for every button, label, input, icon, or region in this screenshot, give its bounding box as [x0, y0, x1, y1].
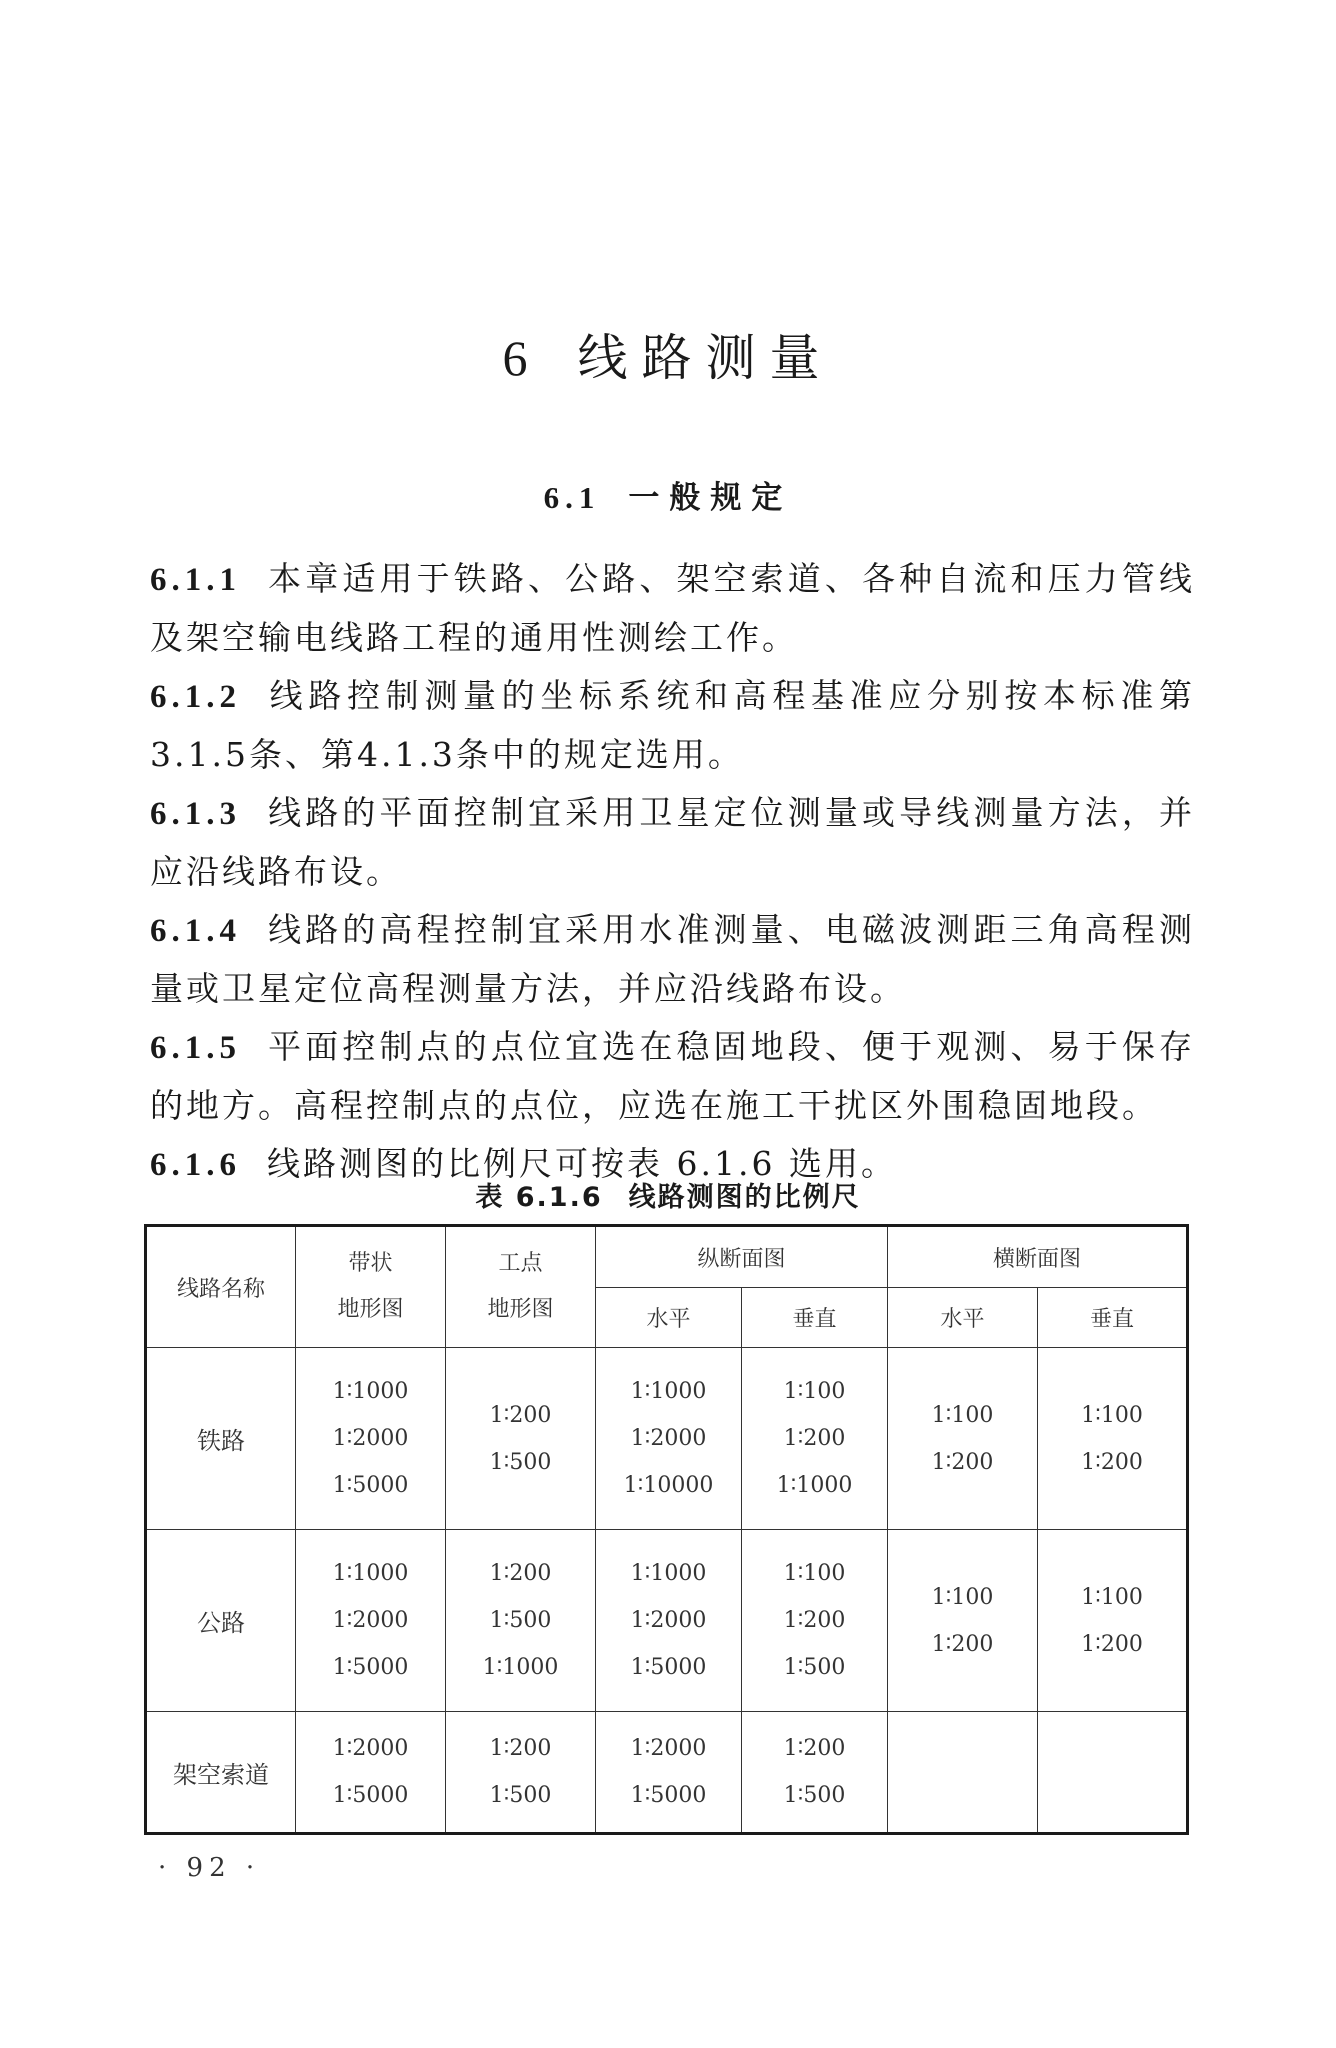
scale-value: 1∶200	[489, 1736, 552, 1761]
scale-value: 1∶200	[931, 1449, 994, 1475]
scale-value: 1∶200	[783, 1426, 846, 1451]
clause-number: 6.1.3	[150, 796, 241, 832]
header-cross-section: 横断面图	[888, 1226, 1188, 1288]
clause-text: 线路控制测量的坐标系统和高程基准应分别按本标准第3.1.5条、第4.1.3条中的规定选用。	[150, 676, 1195, 774]
scale-value: 1∶1000	[630, 1379, 707, 1404]
clause	[150, 550, 1195, 667]
chapter-title	[0, 318, 1336, 390]
cell-site	[446, 1348, 596, 1530]
clause	[150, 784, 1195, 901]
scale-value: 1∶1000	[482, 1655, 559, 1680]
clause-text: 本章适用于铁路、公路、架空索道、各种自流和压力管线及架空输电线路工程的通用性测绘工作。	[150, 559, 1195, 657]
scale-value: 1∶200	[783, 1608, 846, 1633]
header-strip-map-line1: 带状	[348, 1251, 393, 1276]
header-line-name: 线路名称	[146, 1226, 296, 1348]
chapter-number: 6	[502, 330, 542, 386]
scale-value: 1∶5000	[630, 1655, 707, 1680]
scale-table	[144, 1224, 1189, 1835]
header-strip-map-line2: 地形图	[337, 1297, 404, 1322]
clause	[150, 901, 1195, 1018]
row-name: 公路	[146, 1530, 296, 1712]
cell-strip	[296, 1712, 446, 1834]
clause-number: 6.1.5	[150, 1030, 241, 1066]
clause-text: 平面控制点的点位宜选在稳固地段、便于观测、易于保存的地方。高程控制点的点位，应选在施工干扰区外围稳固地段。	[150, 1027, 1195, 1125]
scale-value: 1∶1000	[776, 1473, 853, 1498]
header-profile: 纵断面图	[596, 1226, 888, 1288]
scale-value: 1∶1000	[630, 1561, 707, 1586]
cell-profile-horizontal	[596, 1348, 742, 1530]
scale-value: 1∶100	[783, 1561, 846, 1586]
scale-value: 1∶1000	[332, 1561, 409, 1586]
clause-text: 线路测图的比例尺可按表 6.1.6 选用。	[267, 1144, 897, 1183]
scale-value: 1∶100	[783, 1379, 846, 1404]
clause-text: 线路的高程控制宜采用水准测量、电磁波测距三角高程测量或卫星定位高程测量方法，并应沿线路布设。	[150, 910, 1195, 1008]
cell-cross-vertical	[1038, 1348, 1188, 1530]
clause-list	[150, 550, 1195, 1194]
header-strip-map	[296, 1226, 446, 1348]
cell-site	[446, 1530, 596, 1712]
scale-value: 1∶200	[1081, 1631, 1143, 1657]
cell-cross-horizontal	[888, 1530, 1038, 1712]
table-caption-title: 线路测图的比例尺	[628, 1182, 861, 1213]
scale-value: 1∶500	[783, 1783, 846, 1808]
scale-value: 1∶2000	[630, 1426, 707, 1451]
table-header-row	[146, 1226, 1188, 1288]
clause-text: 线路的平面控制宜采用卫星定位测量或导线测量方法，并应沿线路布设。	[150, 793, 1195, 891]
scale-value: 1∶100	[931, 1402, 994, 1428]
scale-value: 1∶2000	[332, 1736, 409, 1761]
scale-value: 1∶200	[931, 1631, 994, 1657]
scale-value: 1∶5000	[332, 1783, 409, 1808]
cell-profile-horizontal	[596, 1712, 742, 1834]
scale-value: 1∶2000	[332, 1608, 409, 1633]
cell-cross-horizontal-empty	[888, 1712, 1038, 1834]
cell-cross-vertical-empty	[1038, 1712, 1188, 1834]
clause	[150, 1018, 1195, 1135]
scale-value: 1∶5000	[332, 1473, 409, 1498]
scale-value: 1∶500	[783, 1655, 846, 1680]
table-row	[146, 1348, 1188, 1530]
scale-value: 1∶10000	[623, 1473, 714, 1498]
page-number: · 92 ·	[158, 1853, 261, 1883]
cell-cross-horizontal	[888, 1348, 1038, 1530]
scale-value: 1∶200	[489, 1402, 552, 1428]
section-number: 6.1	[543, 480, 601, 515]
scale-value: 1∶100	[1081, 1584, 1143, 1610]
cell-site	[446, 1712, 596, 1834]
scale-value: 1∶5000	[332, 1655, 409, 1680]
scale-value: 1∶1000	[332, 1379, 409, 1404]
header-cross-horizontal: 水平	[888, 1288, 1038, 1348]
table-row	[146, 1712, 1188, 1834]
scale-value: 1∶2000	[630, 1736, 707, 1761]
header-profile-horizontal: 水平	[596, 1288, 742, 1348]
cell-profile-horizontal	[596, 1530, 742, 1712]
chapter-title-text: 线路测量	[577, 329, 834, 387]
scale-value: 1∶100	[931, 1584, 994, 1610]
section-title	[0, 472, 1336, 517]
scale-value: 1∶200	[1081, 1449, 1143, 1475]
clause	[150, 667, 1195, 784]
scale-value: 1∶2000	[332, 1426, 409, 1451]
table-caption	[0, 1175, 1336, 1214]
clause-number: 6.1.4	[150, 913, 241, 949]
scale-value: 1∶5000	[630, 1783, 707, 1808]
header-site-map-line1: 工点	[498, 1251, 543, 1276]
scale-value: 1∶200	[783, 1736, 846, 1761]
cell-strip	[296, 1530, 446, 1712]
clause-number: 6.1.6	[150, 1147, 241, 1183]
scale-value: 1∶500	[489, 1449, 552, 1475]
row-name: 架空索道	[146, 1712, 296, 1834]
clause-number: 6.1.2	[150, 679, 241, 715]
cell-profile-vertical	[742, 1530, 888, 1712]
row-name: 铁路	[146, 1348, 296, 1530]
cell-profile-vertical	[742, 1712, 888, 1834]
cell-profile-vertical	[742, 1348, 888, 1530]
scale-value: 1∶500	[489, 1608, 552, 1633]
header-site-map-line2: 地形图	[487, 1297, 554, 1322]
cell-cross-vertical	[1038, 1530, 1188, 1712]
scale-value: 1∶2000	[630, 1608, 707, 1633]
scale-value: 1∶100	[1081, 1402, 1143, 1428]
cell-strip	[296, 1348, 446, 1530]
header-profile-vertical: 垂直	[742, 1288, 888, 1348]
scale-value: 1∶500	[489, 1783, 552, 1808]
table-caption-number: 表 6.1.6	[475, 1182, 603, 1213]
header-cross-vertical: 垂直	[1038, 1288, 1188, 1348]
table-row	[146, 1530, 1188, 1712]
header-site-map	[446, 1226, 596, 1348]
scale-value: 1∶200	[489, 1561, 552, 1586]
clause-number: 6.1.1	[150, 562, 241, 598]
section-title-text: 一般规定	[628, 480, 793, 516]
